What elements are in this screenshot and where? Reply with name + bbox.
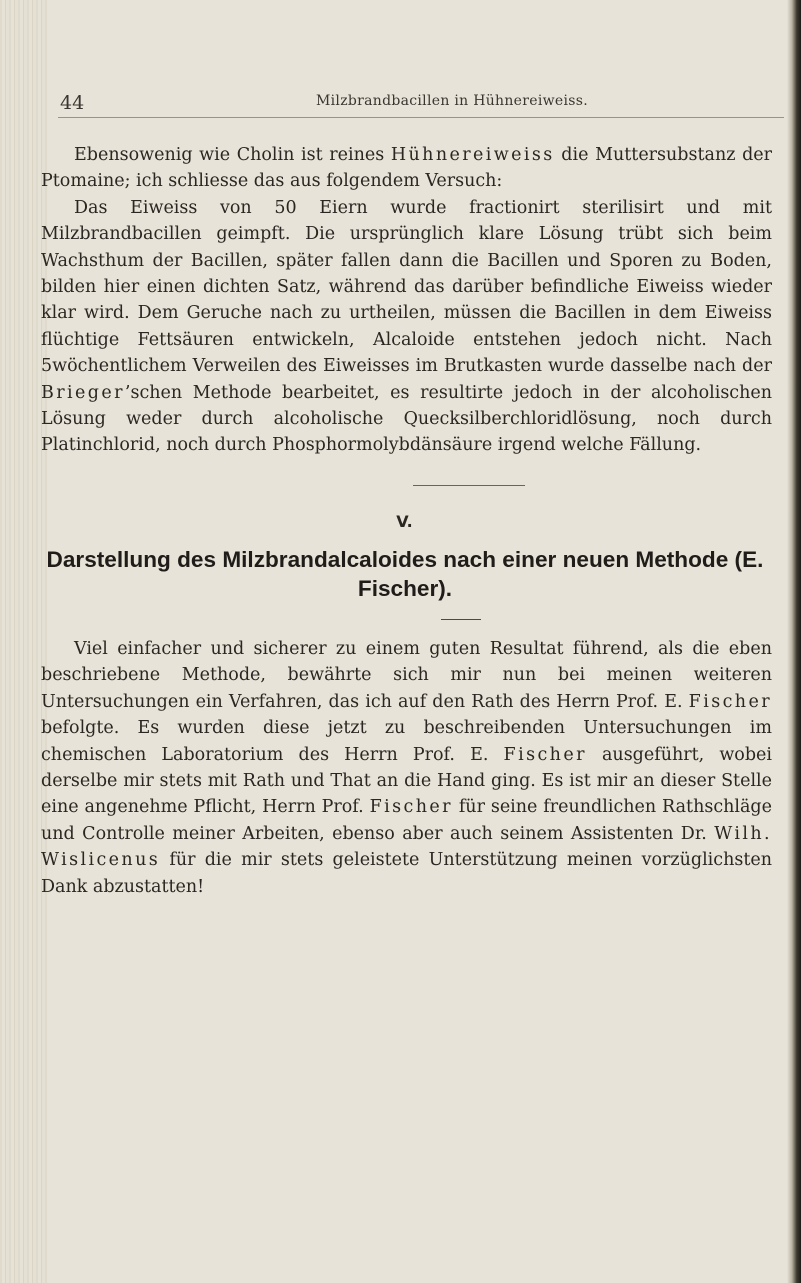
page-header (60, 92, 760, 114)
spaced-name-fischer: Fischer (369, 797, 453, 818)
section-heading: Darstellung des Milzbrandalcaloides nach einer neuen Methode (E. Fischer). (46, 546, 764, 601)
spaced-name-wislicenus: Wilh. Wislicenus (41, 823, 772, 871)
body-text (0, 130, 801, 900)
section-number: V. (396, 511, 413, 531)
text-run: Viel einfacher und sicherer zu einem guten Resultat führend, als die eben beschriebene Methode, bewährte sich mir nun bei meinen weiteren Untersuchungen ein Verfahren, das ich auf den Rath des Herrn Prof. E. (41, 638, 772, 712)
header-rule (58, 117, 784, 118)
page-number: 44 (60, 92, 85, 114)
running-title: Milzbrandbacillen in Hühnereiweiss. (316, 93, 588, 109)
text-run: Das Eiweiss von 50 Eiern wurde fractionirt sterilisirt und mit Milzbrandbacillen geimpft. Die ursprünglich klare Lösung trübt sich beim Wachsthum der Bacillen, später fallen dann die Bacillen und Sporen zu Boden, bilden hier einen dichten Satz, während das darüber befindliche Eiweiss wieder klar wird. Dem Geruche nach zu urtheilen, müssen die Bacillen in dem Eiweiss flüchtige Fettsäuren entwickeln, Alcaloide entstehen jedoch nicht. Nach 5wöchentlichem Verweilen des Eiweisses im Brutkasten wurde dasselbe nach der (41, 197, 772, 377)
text-run: befolgte. Es wurden diese jetzt zu beschreibenden Untersuchungen im chemischen Laboratorium des Herrn Prof. E. (41, 718, 772, 765)
text-run: für seine freundlichen Rathschläge und Controlle meiner Arbeiten, ebenso aber auch seinem Assistenten Dr. (41, 797, 772, 844)
separator-rule (413, 485, 525, 486)
spaced-name-fischer: Fischer (688, 691, 772, 712)
spaced-name-fischer: Fischer (503, 744, 587, 765)
text-run: die Muttersubstanz der Ptomaine; ich schliesse das aus folgendem Versuch: (41, 145, 772, 192)
paragraph-cholin (41, 142, 772, 195)
paragraph-experiment (41, 195, 772, 459)
spaced-term: Hühnereiweiss (390, 145, 555, 165)
text-run: ’schen Methode bearbeitet, es resultirte jedoch in der alcoholischen Lösung weder durch alcoholische Quecksilberchloridlösung, noch durch Platinchlorid, noch durch Phosphormolybdänsäure irgend welche Fällung. (41, 382, 772, 456)
text-run: Ebensowenig wie Cholin ist reines (74, 145, 391, 165)
heading-rule (441, 619, 481, 620)
paragraph-fischer-method (41, 636, 772, 900)
text-run: für die mir stets geleistete Unterstützung meinen vorzüglichsten Dank abzustatten! (41, 850, 772, 897)
spaced-name-brieger: Brieger (41, 382, 125, 403)
text-run: ausgeführt, wobei derselbe mir stets mit Rath und That an die Hand ging. Es ist mir an dieser Stelle eine angenehme Pflicht, Herrn Prof. (41, 744, 772, 818)
